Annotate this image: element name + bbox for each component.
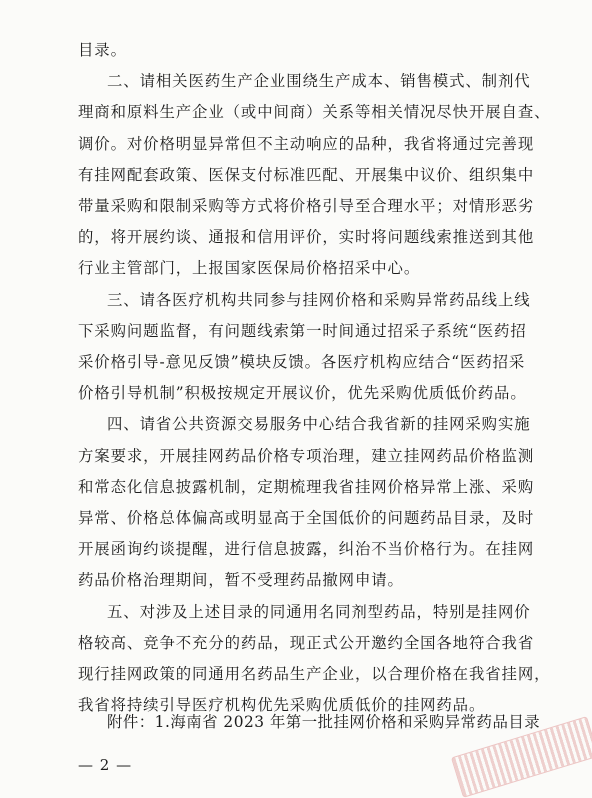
paragraph-2-start: 二、请相关医药生产企业围绕生产成本、销售模式、制剂代 xyxy=(107,72,531,90)
text-line: 下采购问题监督，有问题线索第一时间通过招采子系统“医药招 xyxy=(78,322,527,340)
text-line: 理商和原料生产企业（或中间商）关系等相关情况尽快开展自查、 xyxy=(78,103,551,121)
text-line: 目录。 xyxy=(78,41,127,59)
text-line: 方案要求，开展挂网药品价格专项治理，建立挂网药品价格监测 xyxy=(78,447,535,465)
paragraph-4-start: 四、请省公共资源交易服务中心结合我省新的挂网采购实施 xyxy=(107,415,531,433)
text-line: 行业主管部门，上报国家医保局价格招采中心。 xyxy=(78,259,421,277)
text-line: 我省将持续引导医疗机构优先采购优质低价的挂网药品。 xyxy=(78,696,486,714)
page-number: — 2 — xyxy=(78,756,133,774)
text-line: 异常、价格总体偏高或明显高于全国低价的问题药品目录，及时 xyxy=(78,509,535,527)
text-line: 调价。对价格明显异常但不主动响应的品种，我省将通过完善现 xyxy=(78,135,535,153)
paragraph-5-start: 五、对涉及上述目录的同通用名同剂型药品，特别是挂网价 xyxy=(107,603,531,621)
text-line: 现行挂网政策的同通用名药品生产企业，以合理价格在我省挂网， xyxy=(78,665,551,683)
text-line: 药品价格治理期间，暂不受理药品撤网申请。 xyxy=(78,571,404,589)
text-line: 价格引导机制”积极按规定开展议价，优先采购优质低价药品。 xyxy=(78,384,527,402)
text-line: 和常态化信息披露机制，定期梳理我省挂网价格异常上涨、采购 xyxy=(78,478,535,496)
attachment-line: 附件：1.海南省 2023 年第一批挂网价格和采购异常药品目录 xyxy=(107,713,541,731)
text-line: 带量采购和限制采购等方式将价格引导至合理水平；对情形恶劣 xyxy=(78,197,535,215)
text-line: 有挂网配套政策、医保支付标准匹配、开展集中议价、组织集中 xyxy=(78,166,535,184)
text-line: 开展函询约谈提醒，进行信息披露，纠治不当价格行为。在挂网 xyxy=(78,540,535,558)
paragraph-3-start: 三、请各医疗机构共同参与挂网价格和采购异常药品线上线 xyxy=(107,291,531,309)
text-line: 采价格引导-意见反馈”模块反馈。各医疗机构应结合“医药招采 xyxy=(78,353,526,371)
text-line: 的，将开展约谈、通报和信用评价，实时将问题线索推送到其他 xyxy=(78,228,535,246)
text-line: 格较高、竞争不充分的药品，现正式公开邀约全国各地符合我省 xyxy=(78,634,535,652)
